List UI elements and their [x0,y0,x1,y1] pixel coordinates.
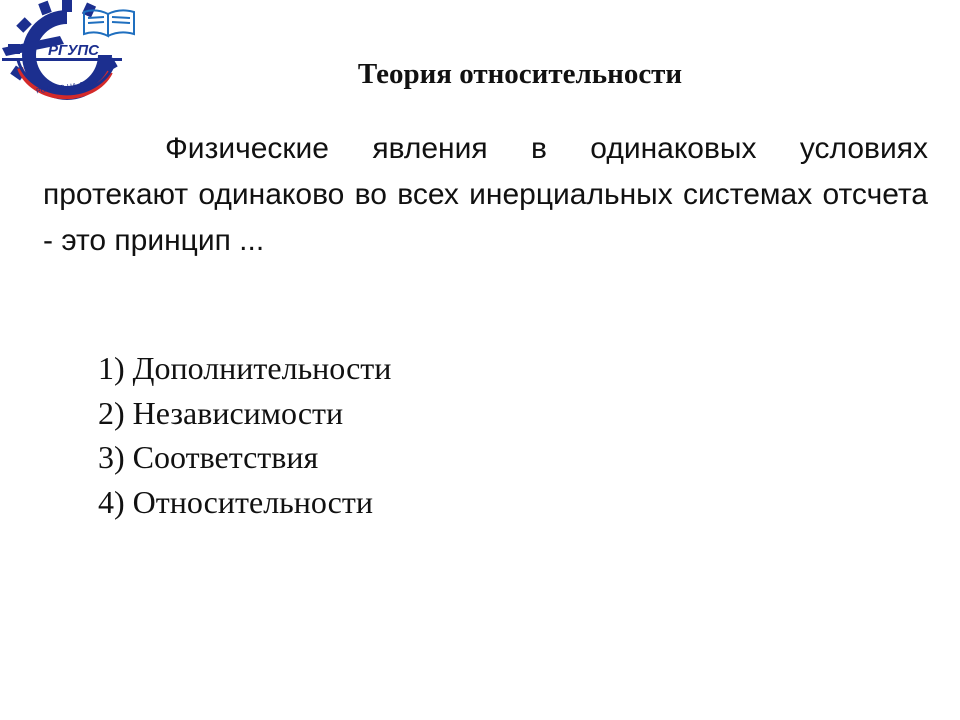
logo-text: РГУПС [48,42,99,59]
question-text: Физические явления в одинаковых условиях протекают одинаково во всех инерциальных системах отсчета - это принцип ... [43,132,928,257]
answer-option[interactable]: 4) Относительности [98,483,373,520]
slide-title: Теория относительности [357,58,683,90]
answer-option[interactable]: 1) Дополнительности [98,350,392,386]
answer-option[interactable]: 3) Соответствия [98,439,319,475]
logo-ring-text: РОСТОВ-НА-ДОНУ [35,79,100,96]
answer-options [98,346,391,524]
university-logo [0,0,140,106]
answer-option[interactable]: 2) Независимости [98,394,344,431]
